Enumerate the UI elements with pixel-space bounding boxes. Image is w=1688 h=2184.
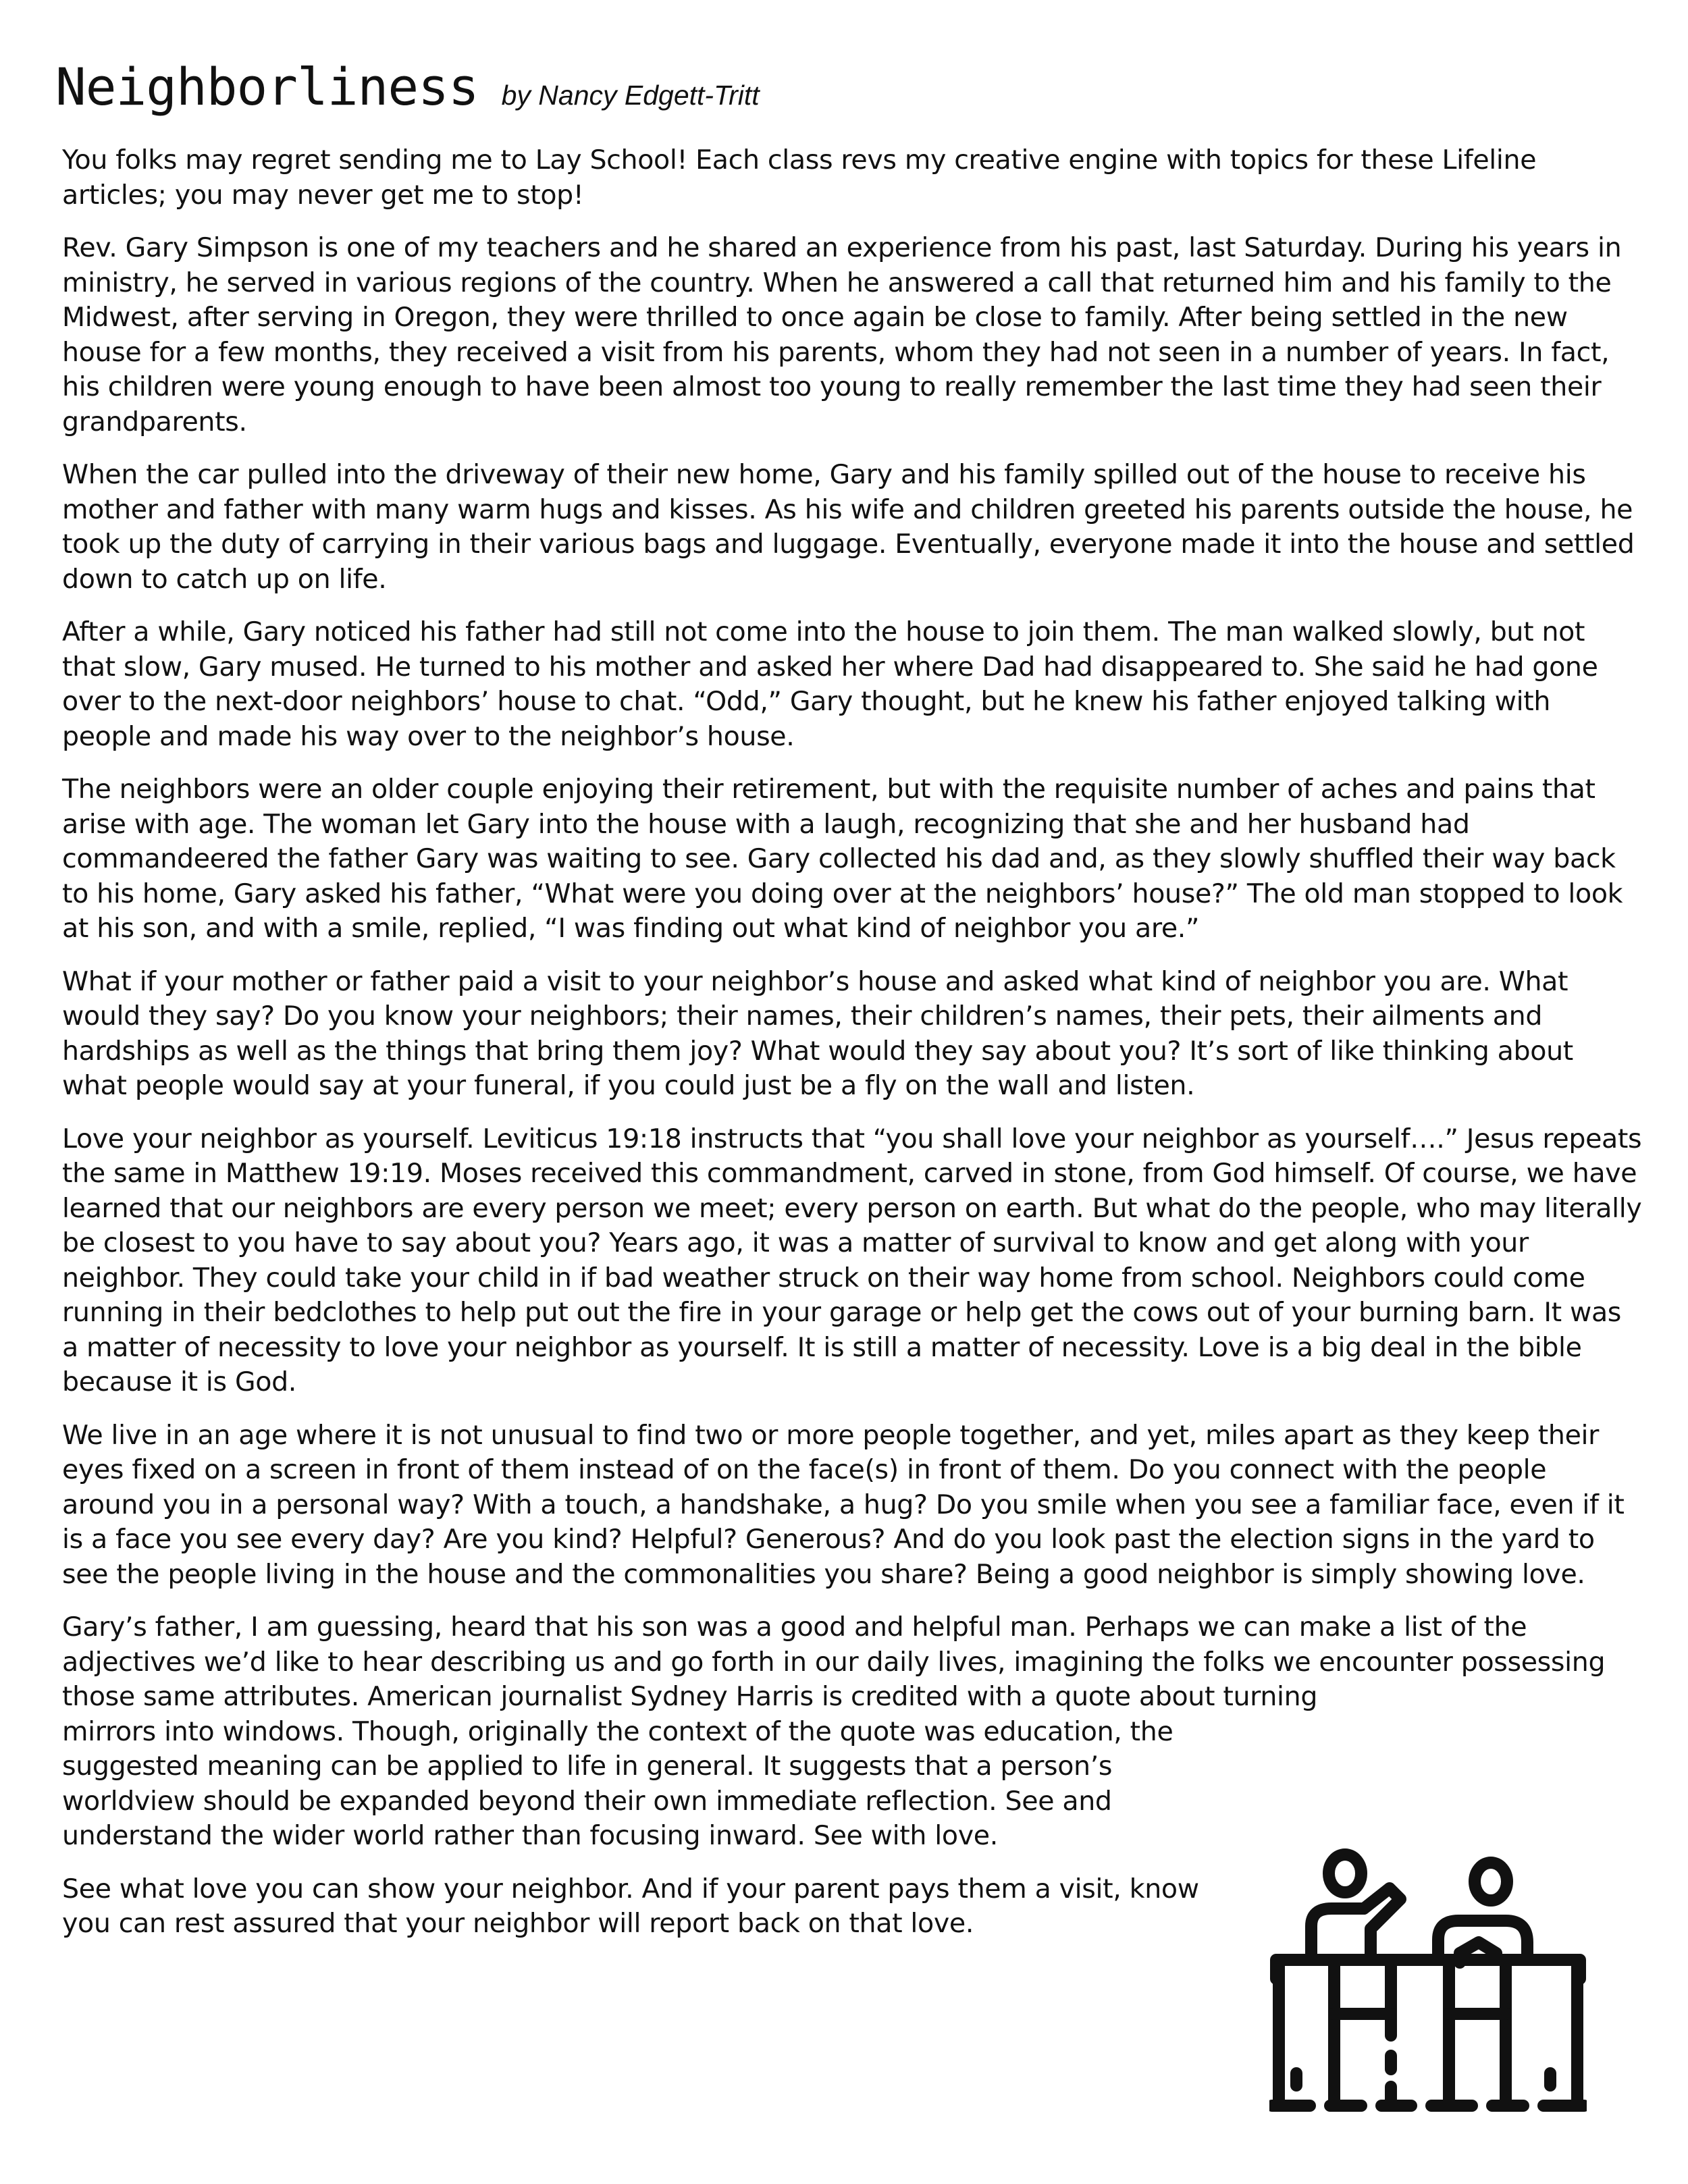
paragraph-5: The neighbors were an older couple enjoying their retirement, but with the requisite number of aches and pains that arise with age. The woman let Gary into the house with a laugh, recognizing that she and her husband had commandeered the father Gary was waiting to see. Gary collected his dad and, as they slowly shuffled their way back to his home, Gary asked his father, “What were you doing over at the neighbors’ house?” The old man stopped to look at his son, and with a smile, replied, “I was finding out what kind of neighbor you are.” bbox=[62, 774, 1623, 944]
neighbors-talking-over-fence-icon bbox=[1269, 1846, 1587, 2116]
article-title: Neighborliness bbox=[55, 57, 479, 117]
paragraph-10: See what love you can show your neighbor. And if your parent pays them a visit, know you can rest assured that your neighbor will report back on that love. bbox=[62, 1873, 1199, 1939]
paragraph-9 bbox=[62, 1610, 1642, 1854]
paragraph-6: What if your mother or father paid a visit to your neighbor’s house and asked what kind of neighbor you are. What would they say? Do you know your neighbors; their names, their children’s names, their pets, their ailments and hardships as well as the things that bring them joy? What would they say about you? It’s sort of like thinking about what people would say at your funeral, if you could just be a fly on the wall and listen. bbox=[62, 965, 1573, 1101]
paragraph-4: After a while, Gary noticed his father had still not come into the house to join them. The man walked slowly, but not that slow, Gary mused. He turned to his mother and asked her where Dad had disappeared to. She said he had gone over to the next-door neighbors’ house to chat. “Odd,” Gary thought, but he knew his father enjoyed talking with people and made his way over to the neighbor’s house. bbox=[62, 616, 1598, 752]
paragraph-9-wrapped: mirrors into windows. Though, originally the context of the quote was education, the suggested meaning can be applied to life in general. It suggests that a person’s worldview should be expanded beyond their own immediate reflection. See and understand the wider world rather than focusing inward. See with love. bbox=[62, 1715, 1173, 1851]
article-byline: by Nancy Edgett-Tritt bbox=[501, 80, 760, 111]
article-body bbox=[62, 143, 1642, 1960]
paragraph-7: Love your neighbor as yourself. Leviticus 19:18 instructs that “you shall love your neighbor as yourself….” Jesus repeats the same in Matthew 19:19. Moses received this commandment, carved in stone, from God himself. Of course, we have learned that our neighbors are every person we meet; every person on earth. But what do the people, who may literally be closest to you have to say about you? Years ago, it was a matter of survival to know and get along with your neighbor. They could take your child in if bad weather struck on their way home from school. Neighbors could come running in their bedclothes to help put out the fire in your garage or help get the cows out of your burning barn. It was a matter of necessity to love your neighbor as yourself. It is still a matter of necessity. Love is a big deal in the bible because it is God. bbox=[62, 1123, 1642, 1397]
paragraph-3: When the car pulled into the driveway of their new home, Gary and his family spilled out of the house to receive his mother and father with many warm hugs and kisses. As his wife and children greeted his parents outside the house, he took up the duty of carrying in their various bags and luggage. Eventually, everyone made it into the house and settled down to catch up on life. bbox=[62, 459, 1635, 595]
paragraph-2: Rev. Gary Simpson is one of my teachers and he shared an experience from his past, last Saturday. During his years in ministry, he served in various regions of the country. When he answered a call that returned him and his family to the Midwest, after serving in Oregon, they were thrilled to once again be close to family. After being settled in the new house for a few months, they received a visit from his parents, whom they had not seen in a number of years. In fact, his children were young enough to have been almost too young to really remember the last time they had seen their grandparents. bbox=[62, 232, 1622, 437]
article-header bbox=[55, 57, 1635, 131]
paragraph-8: We live in an age where it is not unusual to find two or more people together, and yet, miles apart as they keep their eyes fixed on a screen in front of them instead of on the face(s) in front of them. Do you connect with the people around you in a personal way? With a touch, a handshake, a hug? Do you smile when you see a familiar face, even if it is a face you see every day? Are you kind? Helpful? Generous? And do you look past the election signs in the yard to see the people living in the house and the commonalities you share? Being a good neighbor is simply showing love. bbox=[62, 1419, 1625, 1590]
paragraph-9-full-width: Gary’s father, I am guessing, heard that his son was a good and helpful man. Perhaps we can make a list of the adjectives we’d like to hear describing us and go forth in our daily lives, imagining the folks we encounter possessing those same attributes. American journalist Sydney Harris is credited with a quote about turning bbox=[62, 1612, 1606, 1712]
paragraph-1: You folks may regret sending me to Lay School! Each class revs my creative engine with topics for these Lifeline articles; you may never get me to stop! bbox=[62, 144, 1537, 211]
